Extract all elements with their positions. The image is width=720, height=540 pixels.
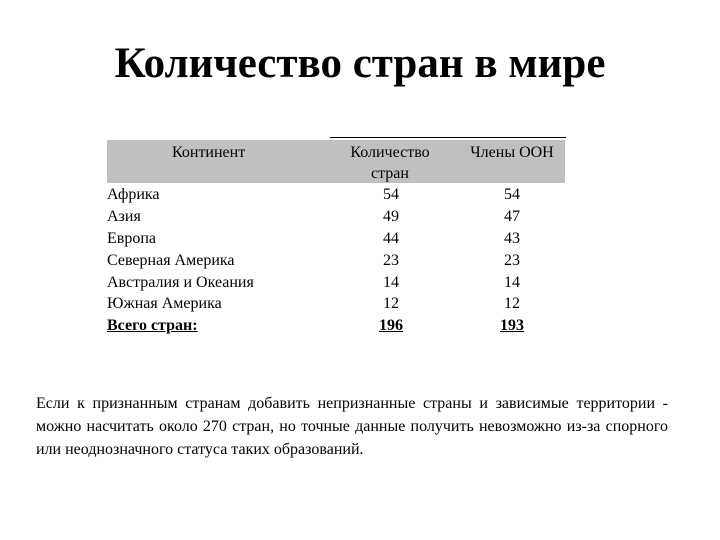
total-country-count: 196 — [379, 317, 403, 334]
table-row — [0, 272, 720, 294]
table-total-row — [0, 315, 720, 337]
row-continent: Африка — [107, 186, 160, 203]
row-continent: Северная Америка — [107, 252, 235, 269]
column-header-continent: Континент — [172, 144, 246, 161]
total-un-members: 193 — [500, 317, 524, 334]
row-un-members: 14 — [504, 274, 520, 291]
row-country-count: 12 — [383, 295, 399, 312]
column-header-country-count-line2: стран — [371, 165, 409, 182]
table-row — [0, 293, 720, 315]
column-header-country-count-line1: Количество — [350, 144, 430, 161]
page-title: Количество стран в мире — [114, 40, 606, 87]
row-country-count: 54 — [383, 186, 399, 203]
table-row — [0, 228, 720, 250]
row-un-members: 23 — [504, 252, 520, 269]
row-continent: Европа — [107, 230, 156, 247]
row-continent: Южная Америка — [107, 295, 222, 312]
total-label: Всего стран: — [107, 317, 198, 334]
column-header-un-members: Члены ООН — [470, 144, 554, 161]
row-un-members: 12 — [504, 295, 520, 312]
row-un-members: 54 — [504, 186, 520, 203]
row-continent: Австралия и Океания — [107, 274, 254, 291]
table-header-rule — [330, 137, 566, 138]
row-un-members: 43 — [504, 230, 520, 247]
row-country-count: 23 — [383, 252, 399, 269]
table-row — [0, 206, 720, 228]
row-country-count: 44 — [383, 230, 399, 247]
column-header-country-count — [330, 142, 450, 184]
row-continent: Азия — [107, 208, 141, 225]
row-country-count: 49 — [383, 208, 399, 225]
row-country-count: 14 — [383, 274, 399, 291]
table-row — [0, 184, 720, 206]
row-un-members: 47 — [504, 208, 520, 225]
table-row — [0, 250, 720, 272]
footnote-paragraph: Если к признанным странам добавить непризнанные страны и зависимые территории - можно насчитать около 270 стран, но точные данные получить невозможно из-за спорного или неоднозначного статуса таких образований. — [36, 395, 668, 458]
